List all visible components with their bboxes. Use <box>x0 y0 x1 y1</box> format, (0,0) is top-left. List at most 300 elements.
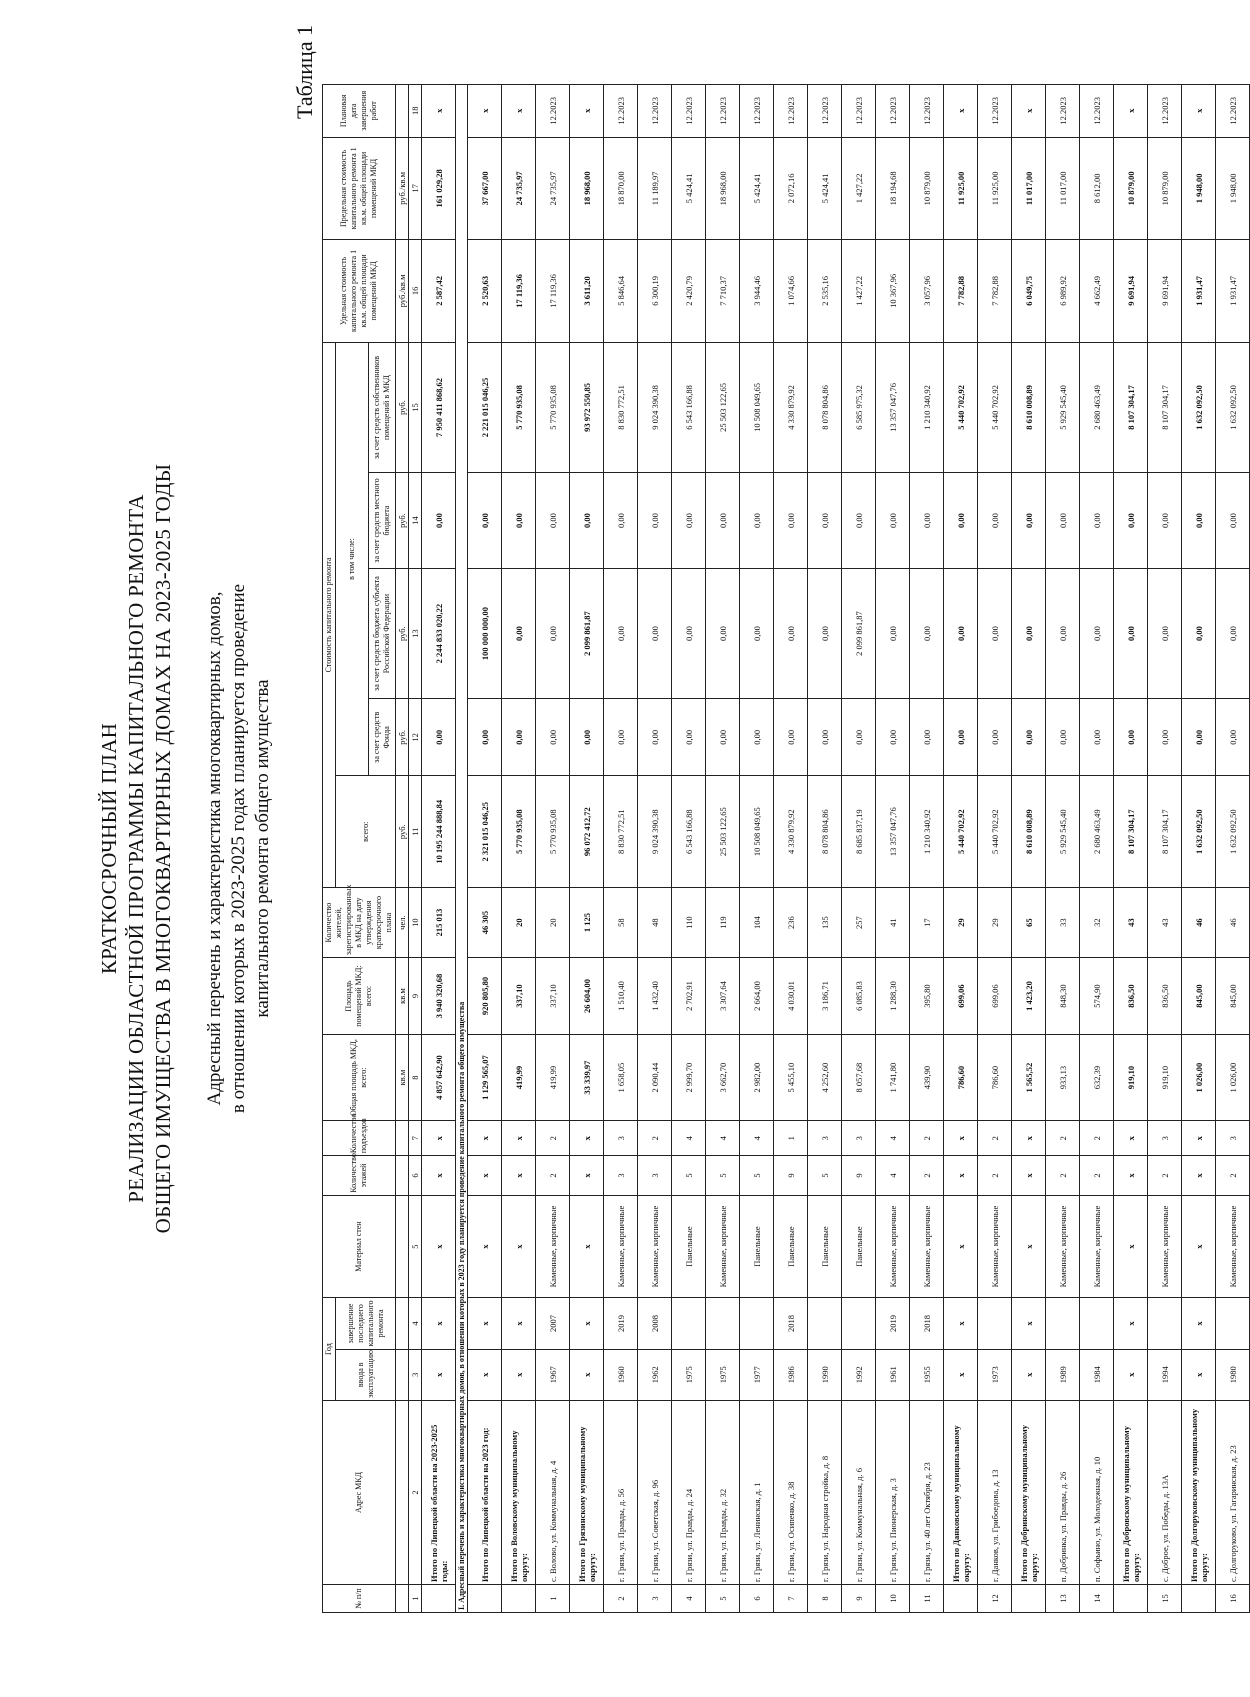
table-cell: 0,00 <box>910 568 944 699</box>
table-cell: 0,00 <box>1046 568 1080 699</box>
table-cell: х <box>944 1195 978 1298</box>
table-row <box>638 85 672 1613</box>
table-cell: 337,10 <box>536 958 570 1035</box>
table-cell: 0,00 <box>774 699 808 776</box>
column-number-cell: 9 <box>409 958 422 1035</box>
table-cell: х <box>502 1298 536 1349</box>
table-cell: 7 710,37 <box>706 240 740 343</box>
table-cell: 0,00 <box>774 568 808 699</box>
table-cell: 6 989,92 <box>1046 240 1080 343</box>
table-cell: 2 680 463,49 <box>1080 776 1114 888</box>
table-cell: 12.2023 <box>910 85 944 138</box>
table-cell: 574,90 <box>1080 958 1114 1035</box>
column-number-cell: 5 <box>409 1195 422 1298</box>
table-cell: 5 424,41 <box>808 137 842 240</box>
table-row <box>1012 85 1046 1613</box>
table-cell <box>672 1298 706 1349</box>
column-number-cell: 2 <box>409 1400 422 1584</box>
table-cell: 7 950 411 868,62 <box>422 342 456 473</box>
table-cell: х <box>502 1195 536 1298</box>
table-cell: 5 440 702,92 <box>944 342 978 473</box>
table-cell: 2 982,00 <box>740 1034 774 1120</box>
table-cell: 119 <box>706 888 740 958</box>
table-cell: 12.2023 <box>978 85 1012 138</box>
table-cell: 93 972 550,85 <box>570 342 604 473</box>
table-row <box>1080 85 1114 1613</box>
table-cell: 2 535,16 <box>808 240 842 343</box>
table-cell: 0,00 <box>1148 568 1182 699</box>
table-cell: 2 <box>1080 1121 1114 1156</box>
table-cell: Панельные <box>740 1195 774 1298</box>
table-cell: 0,00 <box>706 473 740 569</box>
table-cell: 1 931,47 <box>1182 240 1216 343</box>
table-cell: 0,00 <box>1148 473 1182 569</box>
table-cell: х <box>422 1156 456 1196</box>
table-cell: 16 <box>1216 1585 1250 1613</box>
column-number-cell: 1 <box>409 1585 422 1613</box>
table-cell: с. Доброе, ул. Победы, д. 13А <box>1148 1400 1182 1584</box>
table-cell: 33 339,97 <box>570 1034 604 1120</box>
table-cell: 12.2023 <box>876 85 910 138</box>
table-cell: Панельные <box>774 1195 808 1298</box>
table-row <box>1148 85 1182 1613</box>
table-cell: г. Грязи, ул. Осипенко, д. 38 <box>774 1400 808 1584</box>
table-cell <box>706 1298 740 1349</box>
col-total-area: Общая площадь МКД, всего: <box>323 1034 396 1120</box>
table-cell: 699,06 <box>978 958 1012 1035</box>
table-cell: 0,00 <box>502 473 536 569</box>
table-cell: 11 189,97 <box>638 137 672 240</box>
column-number-cell: 10 <box>409 888 422 958</box>
table-cell: 257 <box>842 888 876 958</box>
table-cell: 2 099 861,87 <box>570 568 604 699</box>
table-cell: 2 <box>978 1121 1012 1156</box>
table-cell: 1977 <box>740 1349 774 1400</box>
table-cell: Итого по Липецкой области на 2023-2025 годы: <box>422 1400 456 1584</box>
table-cell: 6 300,19 <box>638 240 672 343</box>
table-cell: 2 072,16 <box>774 137 808 240</box>
table-cell: 0,00 <box>706 699 740 776</box>
table-cell: 0,00 <box>604 568 638 699</box>
table-cell: 6 <box>740 1585 774 1613</box>
table-cell: 4 662,49 <box>1080 240 1114 343</box>
table-cell: Каменные, кирпичные <box>604 1195 638 1298</box>
table-cell: 12.2023 <box>1216 85 1250 138</box>
unit-cell <box>396 1400 409 1584</box>
table-cell: 5 846,64 <box>604 240 638 343</box>
col-year: Год <box>323 1298 336 1401</box>
table-cell: 1980 <box>1216 1349 1250 1400</box>
table-cell: 5 424,41 <box>740 137 774 240</box>
col-incl: в том числе: <box>336 342 369 776</box>
table-cell: 18 870,00 <box>604 137 638 240</box>
table-cell: 845,00 <box>1182 958 1216 1035</box>
unit-cell <box>396 1156 409 1196</box>
table-cell: 12.2023 <box>604 85 638 138</box>
table-cell <box>944 1585 978 1613</box>
table-cell: 1 427,22 <box>842 137 876 240</box>
table-cell: г. Грязи, ул. Правды, д. 56 <box>604 1400 638 1584</box>
column-number-cell: 4 <box>409 1298 422 1349</box>
table-cell: 1961 <box>876 1349 910 1400</box>
table-cell: 2 099 861,87 <box>842 568 876 699</box>
table-cell <box>422 1585 456 1613</box>
table-cell: 0,00 <box>944 699 978 776</box>
table-cell: г. Грязи, ул. Ленинская, д. 1 <box>740 1400 774 1584</box>
column-number-cell: 11 <box>409 776 422 888</box>
table-cell: 11 925,00 <box>944 137 978 240</box>
table-cell: Итого по Воловскому муниципальному округу: <box>502 1400 536 1584</box>
table-cell: 8 830 772,51 <box>604 342 638 473</box>
table-row <box>910 85 944 1613</box>
table-cell: 12.2023 <box>808 85 842 138</box>
table-cell: 5 770 935,08 <box>502 342 536 473</box>
table-cell: 4 330 879,92 <box>774 342 808 473</box>
table-cell: 135 <box>808 888 842 958</box>
table-cell: 8 078 804,86 <box>808 776 842 888</box>
table-cell: 2 <box>910 1156 944 1196</box>
column-number-cell: 13 <box>409 568 422 699</box>
table-cell: 1986 <box>774 1349 808 1400</box>
table-cell: 0,00 <box>1216 568 1250 699</box>
table-cell <box>842 1298 876 1349</box>
table-cell: 13 <box>1046 1585 1080 1613</box>
table-cell: Панельные <box>808 1195 842 1298</box>
table-cell: 6 585 975,32 <box>842 342 876 473</box>
table-cell: г. Грязи, ул. Правды, д. 24 <box>672 1400 706 1584</box>
table-row <box>842 85 876 1613</box>
table-cell <box>1148 1298 1182 1349</box>
table-cell: 1 632 092,50 <box>1182 776 1216 888</box>
table-cell: 25 503 122,65 <box>706 776 740 888</box>
table-cell: 0,00 <box>876 699 910 776</box>
table-cell: Каменные, кирпичные <box>1216 1195 1250 1298</box>
table-cell: 1 <box>774 1121 808 1156</box>
table-cell: 8 107 304,17 <box>1114 342 1148 473</box>
table-cell: 5 440 702,92 <box>944 776 978 888</box>
table-cell: 0,00 <box>1046 473 1080 569</box>
table-cell: 4 252,60 <box>808 1034 842 1120</box>
table-cell: 7 <box>774 1585 808 1613</box>
col-cost-local: за счет средств местного бюджета <box>368 473 395 569</box>
table-cell: 2 221 015 046,25 <box>468 342 502 473</box>
col-planned-date: Плановая дата завершения работ <box>323 85 396 138</box>
table-cell: 3 307,64 <box>706 958 740 1035</box>
table-cell: Каменные, кирпичные <box>536 1195 570 1298</box>
table-cell: 12.2023 <box>536 85 570 138</box>
table-cell: 1 427,22 <box>842 240 876 343</box>
table-label: Таблица 1 <box>292 24 317 119</box>
table-cell: 4 330 879,92 <box>774 776 808 888</box>
table-cell: 8 107 304,17 <box>1148 342 1182 473</box>
table-cell: 2 680 463,49 <box>1080 342 1114 473</box>
table-cell: 10 195 244 888,84 <box>422 776 456 888</box>
table-cell: 0,00 <box>876 473 910 569</box>
table-cell: 14 <box>1080 1585 1114 1613</box>
table-cell: х <box>570 85 604 138</box>
table-cell: 12.2023 <box>1080 85 1114 138</box>
table-cell: Каменные, кирпичные <box>1046 1195 1080 1298</box>
table-cell: х <box>1182 1121 1216 1156</box>
table-cell: 5 440 702,92 <box>978 776 1012 888</box>
col-entrances: Количество подъездов <box>323 1121 396 1156</box>
unit-cell <box>396 1585 409 1613</box>
table-cell: 439,90 <box>910 1034 944 1120</box>
table-cell: 4 <box>706 1121 740 1156</box>
table-cell: 1 931,47 <box>1216 240 1250 343</box>
table-cell: 8 <box>808 1585 842 1613</box>
table-cell: 0,00 <box>638 699 672 776</box>
table-cell: Итого по Добринскому муниципальному округу: <box>1012 1400 1046 1584</box>
table-cell: 1 948,00 <box>1182 137 1216 240</box>
table-cell: 17 <box>910 888 944 958</box>
table-cell: 0,00 <box>1080 699 1114 776</box>
table-cell: 0,00 <box>910 699 944 776</box>
table-cell: 10 <box>876 1585 910 1613</box>
table-cell: Итого по Долгоруковскому муниципальному округу: <box>1182 1400 1216 1584</box>
table-cell: 0,00 <box>1114 473 1148 569</box>
table-cell: 1 026,00 <box>1216 1034 1250 1120</box>
table-cell: 1984 <box>1080 1349 1114 1400</box>
table-cell: 1 565,52 <box>1012 1034 1046 1120</box>
table-cell: 2008 <box>638 1298 672 1349</box>
table-cell: г. Грязи, ул. Пионерская, д. 3 <box>876 1400 910 1584</box>
table-cell: 18 194,68 <box>876 137 910 240</box>
table-row <box>536 85 570 1613</box>
table-cell: 0,00 <box>978 473 1012 569</box>
table-cell: 1962 <box>638 1349 672 1400</box>
table-row <box>876 85 910 1613</box>
table-cell: х <box>1182 1156 1216 1196</box>
table-cell: 8 057,68 <box>842 1034 876 1120</box>
table-cell: 0,00 <box>944 473 978 569</box>
title-line-3: ОБЩЕГО ИМУЩЕСТВА В МНОГОКВАРТИРНЫХ ДОМАХ НА 2023-2025 ГОДЫ <box>151 463 175 1234</box>
table-cell: 2 <box>1046 1121 1080 1156</box>
table-cell: 2018 <box>910 1298 944 1349</box>
table-cell: 33 <box>1046 888 1080 958</box>
table-cell: 9 024 390,38 <box>638 342 672 473</box>
table-cell: х <box>1182 1298 1216 1349</box>
table-row <box>468 85 502 1613</box>
table-cell: 2 <box>978 1156 1012 1196</box>
table-cell: 11 <box>910 1585 944 1613</box>
table-cell: 1 026,00 <box>1182 1034 1216 1120</box>
table-cell: х <box>1114 1298 1148 1349</box>
table-cell: 632,39 <box>1080 1034 1114 1120</box>
table-cell: 2 244 833 020,22 <box>422 568 456 699</box>
table-cell: х <box>468 1195 502 1298</box>
table-cell: 0,00 <box>468 699 502 776</box>
table-cell: 4 030,01 <box>774 958 808 1035</box>
table-cell: х <box>1182 85 1216 138</box>
table-cell: 5 770 935,08 <box>536 342 570 473</box>
table-row <box>808 85 842 1613</box>
subtitle-line-3: капитального ремонта общего имущества <box>252 679 273 1018</box>
table-cell: 919,10 <box>1148 1034 1182 1120</box>
table-cell: 1 510,40 <box>604 958 638 1035</box>
table-cell: 2 <box>604 1585 638 1613</box>
table-cell: г. Грязи, ул. 40 лет Октября, д. 23 <box>910 1400 944 1584</box>
table-cell: 0,00 <box>842 473 876 569</box>
table-row <box>604 85 638 1613</box>
table-cell: х <box>422 1195 456 1298</box>
table-cell: х <box>1114 1156 1148 1196</box>
table-cell: х <box>1012 1156 1046 1196</box>
column-numbers-row <box>409 85 422 1613</box>
table-cell: 5 770 935,08 <box>536 776 570 888</box>
unit-cell: руб. <box>396 342 409 473</box>
table-cell: 29 <box>944 888 978 958</box>
table-cell: 786,60 <box>944 1034 978 1120</box>
table-cell: 37 667,00 <box>468 137 502 240</box>
table-cell: 0,00 <box>1012 473 1046 569</box>
table-cell: 11 017,00 <box>1012 137 1046 240</box>
unit-cell: руб. <box>396 699 409 776</box>
table-cell: 2 321 015 046,25 <box>468 776 502 888</box>
table-cell: 2018 <box>774 1298 808 1349</box>
table-cell: 18 968,00 <box>706 137 740 240</box>
unit-cell <box>396 1349 409 1400</box>
column-number-cell: 18 <box>409 85 422 138</box>
table-cell: 12.2023 <box>740 85 774 138</box>
table-cell: с. Волово, ул. Коммунальная, д. 4 <box>536 1400 570 1584</box>
col-cost-fund: за счет средств Фонда <box>368 699 395 776</box>
table-cell: 100 000 000,00 <box>468 568 502 699</box>
table-cell: 12.2023 <box>638 85 672 138</box>
table-cell: г. Грязи, ул. Правды, д. 32 <box>706 1400 740 1584</box>
table-cell: 9 <box>842 1156 876 1196</box>
table-cell: 0,00 <box>1182 699 1216 776</box>
col-residents: Количество жителей, зарегистрированных в МКД на дату утверждения краткосрочного плана <box>323 888 396 958</box>
unit-cell <box>396 1121 409 1156</box>
table-cell: 0,00 <box>570 473 604 569</box>
col-cost-owners: за счет средств собственников помещений в МКД <box>368 342 395 473</box>
table-cell: х <box>502 1121 536 1156</box>
table-cell: 0,00 <box>1080 473 1114 569</box>
table-cell: 1 210 340,92 <box>910 776 944 888</box>
data-table <box>322 84 1250 1613</box>
table-cell: х <box>570 1349 604 1400</box>
table-cell: 2 <box>536 1156 570 1196</box>
table-cell: 96 072 412,72 <box>570 776 604 888</box>
table-cell: г. Грязи, ул. Коммунальная, д. 6 <box>842 1400 876 1584</box>
table-cell <box>740 1298 774 1349</box>
table-row <box>502 85 536 1613</box>
table-cell: 215 013 <box>422 888 456 958</box>
table-cell: 2019 <box>876 1298 910 1349</box>
table-cell: 3 <box>604 1121 638 1156</box>
table-cell <box>978 1298 1012 1349</box>
table-cell: 1 074,66 <box>774 240 808 343</box>
table-cell: 3 611,20 <box>570 240 604 343</box>
table-cell: 7 782,88 <box>978 240 1012 343</box>
subtitle-line-2: в отношении которых в 2023-2025 годах планируется проведение <box>228 583 249 1114</box>
table-cell: х <box>1114 85 1148 138</box>
table-cell: 0,00 <box>1114 699 1148 776</box>
table-cell: х <box>944 1156 978 1196</box>
table-row <box>1046 85 1080 1613</box>
table-cell: 9 <box>842 1585 876 1613</box>
table-cell: 41 <box>876 888 910 958</box>
table-cell: 46 <box>1216 888 1250 958</box>
table-cell: 0,00 <box>1114 568 1148 699</box>
table-cell: 10 367,96 <box>876 240 910 343</box>
table-cell: 3 <box>1216 1121 1250 1156</box>
table-cell: 236 <box>774 888 808 958</box>
table-cell: 3 <box>1148 1121 1182 1156</box>
title-line-2: РЕАЛИЗАЦИИ ОБЛАСТНОЙ ПРОГРАММЫ КАПИТАЛЬНОГО РЕМОНТА <box>124 494 148 1203</box>
table-cell: 5 455,10 <box>774 1034 808 1120</box>
table-cell: 0,00 <box>638 568 672 699</box>
table-cell: 3 662,70 <box>706 1034 740 1120</box>
table-cell: 0,00 <box>638 473 672 569</box>
column-number-cell: 12 <box>409 699 422 776</box>
table-cell: 29 <box>978 888 1012 958</box>
table-cell: 0,00 <box>808 473 842 569</box>
table-row <box>672 85 706 1613</box>
table-cell: 20 <box>536 888 570 958</box>
table-cell: 0,00 <box>570 699 604 776</box>
table-cell: х <box>944 1349 978 1400</box>
table-cell: х <box>1012 1121 1046 1156</box>
table-cell: 1 632 092,50 <box>1216 776 1250 888</box>
table-cell: 1955 <box>910 1349 944 1400</box>
table-cell: 17 119,36 <box>502 240 536 343</box>
table-cell: х <box>468 1298 502 1349</box>
table-cell: 0,00 <box>876 568 910 699</box>
table-cell: 12.2023 <box>842 85 876 138</box>
table-cell: 1994 <box>1148 1349 1182 1400</box>
column-number-cell: 17 <box>409 137 422 240</box>
table-cell <box>808 1298 842 1349</box>
column-number-cell: 6 <box>409 1156 422 1196</box>
col-addr: Адрес МКД <box>323 1400 396 1584</box>
table-row <box>944 85 978 1613</box>
table-cell: Панельные <box>672 1195 706 1298</box>
table-cell: 419,99 <box>536 1034 570 1120</box>
table-cell: 1 432,40 <box>638 958 672 1035</box>
table-cell: х <box>1182 1349 1216 1400</box>
unit-cell: кв.м <box>396 1034 409 1120</box>
table-cell: 6 085,83 <box>842 958 876 1035</box>
table-cell: 845,00 <box>1216 958 1250 1035</box>
table-cell: х <box>1012 85 1046 138</box>
table-cell: 0,00 <box>422 699 456 776</box>
table-cell: 5 770 935,08 <box>502 776 536 888</box>
table-cell: 1 125 <box>570 888 604 958</box>
table-cell: 48 <box>638 888 672 958</box>
table-cell: 1 741,80 <box>876 1034 910 1120</box>
table-row <box>774 85 808 1613</box>
table-cell: 4 <box>672 1121 706 1156</box>
table-cell: г. Данков, ул. Грибоедова, д. 13 <box>978 1400 1012 1584</box>
table-cell: 0,00 <box>422 473 456 569</box>
unit-cell <box>396 1298 409 1349</box>
table-cell: 0,00 <box>944 568 978 699</box>
table-cell: х <box>944 85 978 138</box>
table-cell: х <box>1012 1298 1046 1349</box>
table-cell: 1 948,00 <box>1216 137 1250 240</box>
table-cell: 0,00 <box>1182 568 1216 699</box>
col-max-cost: Предельная стоимость капитального ремонта 1 кв.м. общей площади помещений МКД <box>323 137 396 240</box>
table-cell: 46 305 <box>468 888 502 958</box>
table-cell: 13 357 047,76 <box>876 776 910 888</box>
section-title: I. Адресный перечень и характеристика многоквартирных домов, в отношении которых в 2023 году планируется проведение капитального ремонта общего имущества <box>456 85 468 1613</box>
table-cell: 848,30 <box>1046 958 1080 1035</box>
table-cell: Каменные, кирпичные <box>1080 1195 1114 1298</box>
table-cell <box>1012 1585 1046 1613</box>
table-cell: х <box>502 1156 536 1196</box>
